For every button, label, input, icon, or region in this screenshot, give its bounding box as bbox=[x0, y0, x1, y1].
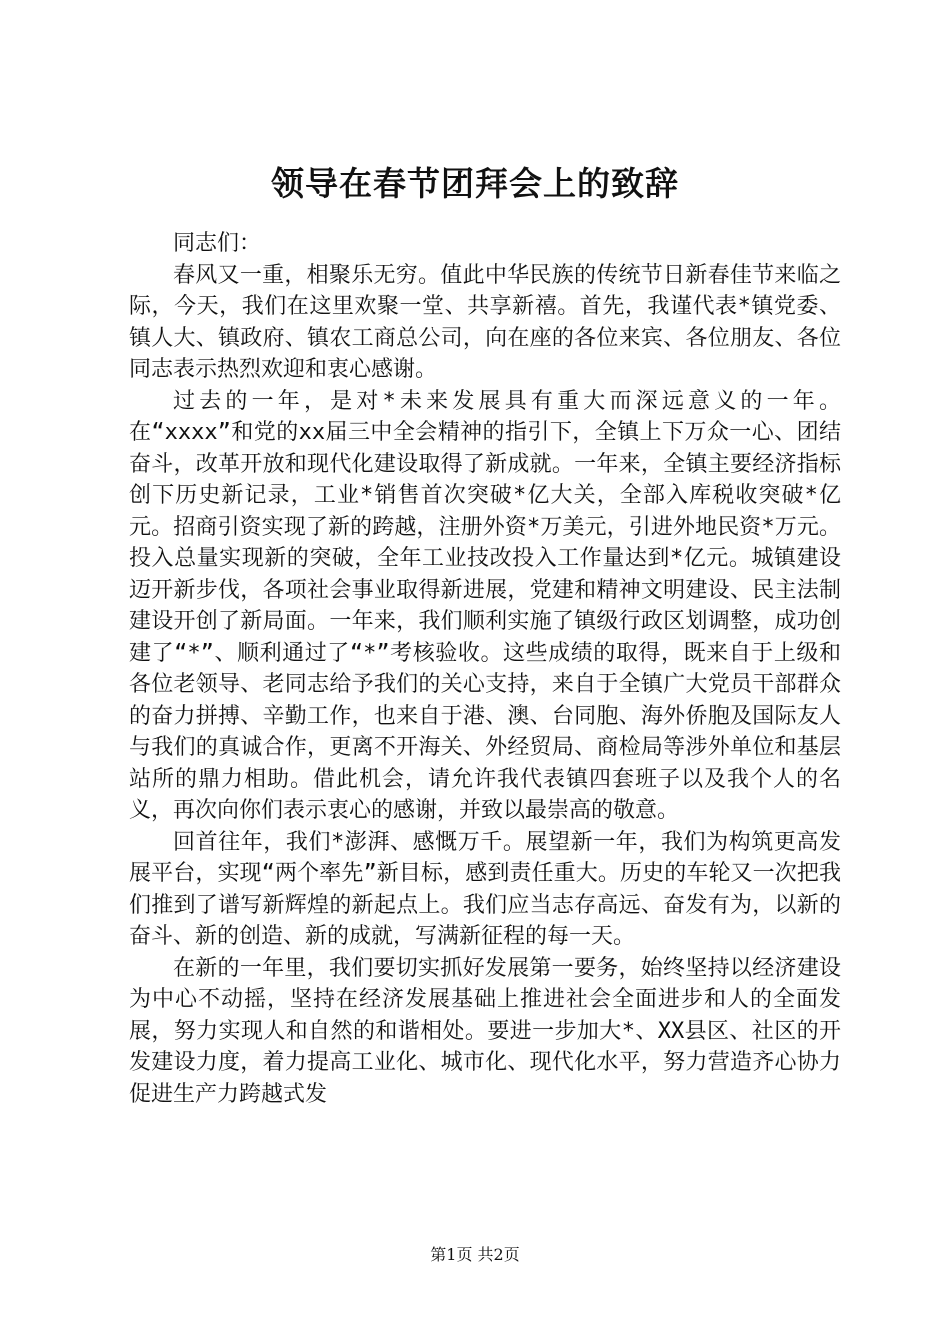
paragraph-outlook: 回首往年，我们*澎湃、感慨万千。展望新一年，我们为构筑更高发展平台，实现“两个率先”新目标，感到责任重大。历史的车轮又一次把我们推到了谱写新辉煌的新起点上。我们应当志存高远、奋发有为，以新的奋斗、新的创造、新的成就，写满新征程的每一天。 bbox=[129, 829, 841, 949]
document-title: 领导在春节团拜会上的致辞 bbox=[271, 164, 679, 203]
paragraph-opening: 春风又一重，相聚乐无穷。值此中华民族的传统节日新春佳节来临之际，今天，我们在这里欢聚一堂、共享新禧。首先，我谨代表*镇党委、镇人大、镇政府、镇农工商总公司，向在座的各位来宾、各位朋友、各位同志表示热烈欢迎和衷心感谢。 bbox=[129, 262, 841, 382]
page-footer: 第1页 共2页 bbox=[430, 1245, 520, 1264]
salutation: 同志们： bbox=[173, 231, 262, 256]
paragraph-past-year: 过去的一年，是对*未来发展具有重大而深远意义的一年。在“xxxx”和党的xx届三中全会精神的指引下，全镇上下万众一心、团结奋斗，改革开放和现代化建设取得了新成就。一年来，全镇主要经济指标创下历史新记录，工业*销售首次突破*亿大关，全部入库税收突破*亿元。招商引资实现了新的跨越，注册外资*万美元，引进外地民资*万元。投入总量实现新的突破，全年工业技改投入工作量达到*亿元。城镇建设迈开新步伐，各项社会事业取得新进展，党建和精神文明建设、民主法制建设开创了新局面。一年来，我们顺利实施了镇级行政区划调整，成功创建了“*”、顺利通过了“*”考核验收。这些成绩的取得，既来自于上级和各位老领导、老同志给予我们的关心支持，来自于全镇广大党员干部群众的奋力拼搏、辛勤工作，也来自于港、澳、台同胞、海外侨胞及国际友人与我们的真诚合作，更离不开海关、外经贸局、商检局等涉外单位和基层站所的鼎力相助。借此机会，请允许我代表镇四套班子以及我个人的名义，再次向你们表示衷心的感谢，并致以最崇高的敬意。 bbox=[129, 388, 841, 823]
paragraph-new-year: 在新的一年里，我们要切实抓好发展第一要务，始终坚持以经济建设为中心不动摇，坚持在经济发展基础上推进社会全面进步和人的全面发展，努力实现人和自然的和谐相处。要进一步加大*、XX县区、社区的开发建设力度，着力提高工业化、城市化、现代化水平，努力营造齐心协力促进生产力跨越式发 bbox=[129, 955, 841, 1107]
document-body bbox=[129, 228, 841, 1110]
